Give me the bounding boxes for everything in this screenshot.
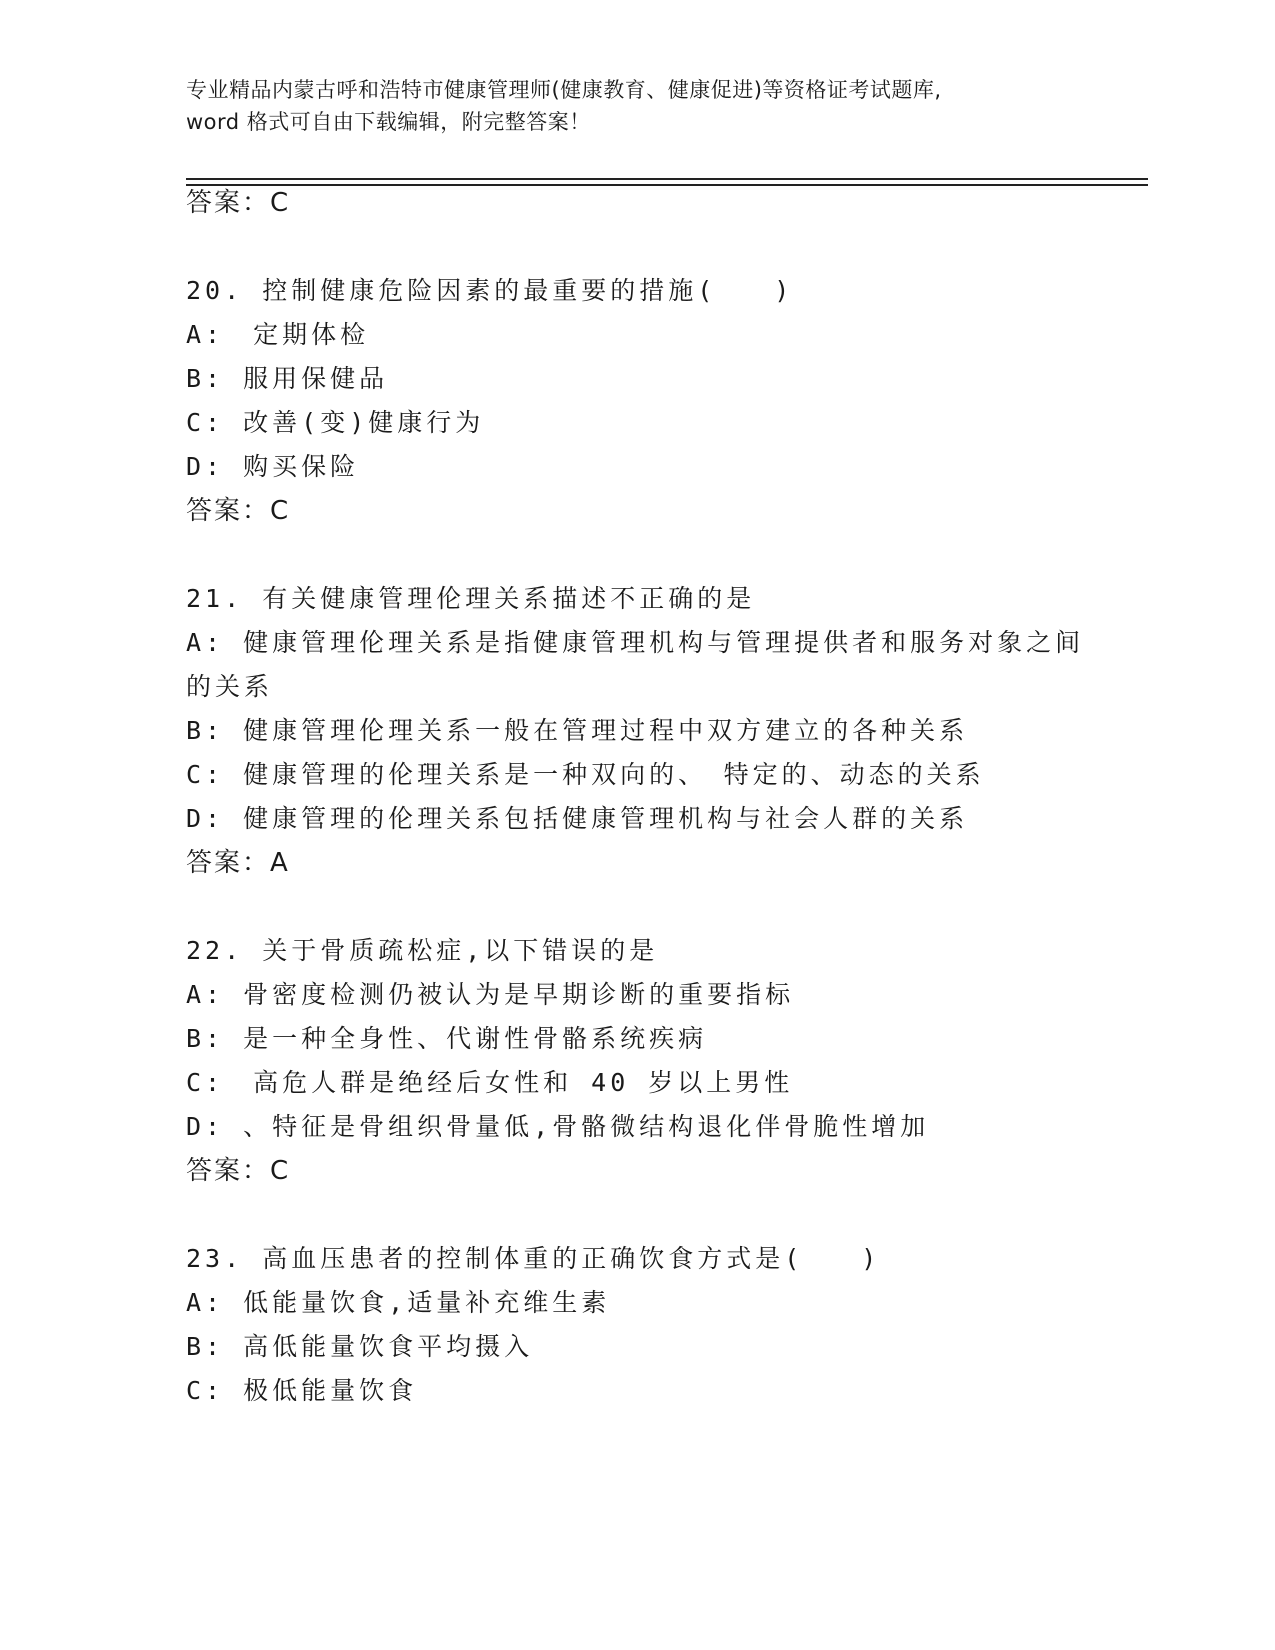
header-rule-top: [186, 178, 1148, 180]
answer-line: 答案：C: [186, 188, 291, 218]
option-c: C: 极低能量饮食: [186, 1376, 418, 1405]
answer-line: 答案：A: [186, 848, 290, 878]
option-b: B: 高低能量饮食平均摄入: [186, 1332, 534, 1361]
option-d: D: 健康管理的伦理关系包括健康管理机构与社会人群的关系: [186, 804, 969, 833]
answer-line: 答案：C: [186, 496, 291, 526]
option-a-continued: 的关系: [186, 672, 274, 701]
option-a: A: 低能量饮食,适量补充维生素: [186, 1288, 611, 1317]
option-a: A: 健康管理伦理关系是指健康管理机构与管理提供者和服务对象之间: [186, 628, 1085, 657]
header-line-2: word 格式可自由下载编辑，附完整答案！: [186, 110, 591, 134]
option-d: D: 、特征是骨组织骨量低,骨骼微结构退化伴骨脆性增加: [186, 1112, 930, 1141]
question-stem: 20. 控制健康危险因素的最重要的措施( ): [186, 276, 794, 305]
question-stem: 22. 关于骨质疏松症,以下错误的是: [186, 936, 659, 965]
option-b: B: 服用保健品: [186, 364, 389, 393]
answer-line: 答案：C: [186, 1156, 291, 1186]
option-d: D: 购买保险: [186, 452, 360, 481]
option-a: A: 骨密度检测仍被认为是早期诊断的重要指标: [186, 980, 795, 1009]
option-c: C: 健康管理的伦理关系是一种双向的、 特定的、动态的关系: [186, 760, 985, 789]
question-stem: 23. 高血压患者的控制体重的正确饮食方式是( ): [186, 1244, 881, 1273]
option-a: A: 定期体检: [186, 320, 370, 349]
option-b: B: 是一种全身性、代谢性骨骼系统疾病: [186, 1024, 708, 1053]
page-header: [186, 74, 1086, 138]
header-line-1: 专业精品内蒙古呼和浩特市健康管理师(健康教育、健康促进)等资格证考试题库,: [186, 78, 942, 102]
question-stem: 21. 有关健康管理伦理关系描述不正确的是: [186, 584, 756, 613]
header-rule-bottom: [186, 184, 1148, 186]
option-c: C: 高危人群是绝经后女性和 40 岁以上男性: [186, 1068, 794, 1097]
option-b: B: 健康管理伦理关系一般在管理过程中双方建立的各种关系: [186, 716, 969, 745]
option-c: C: 改善(变)健康行为: [186, 408, 485, 437]
